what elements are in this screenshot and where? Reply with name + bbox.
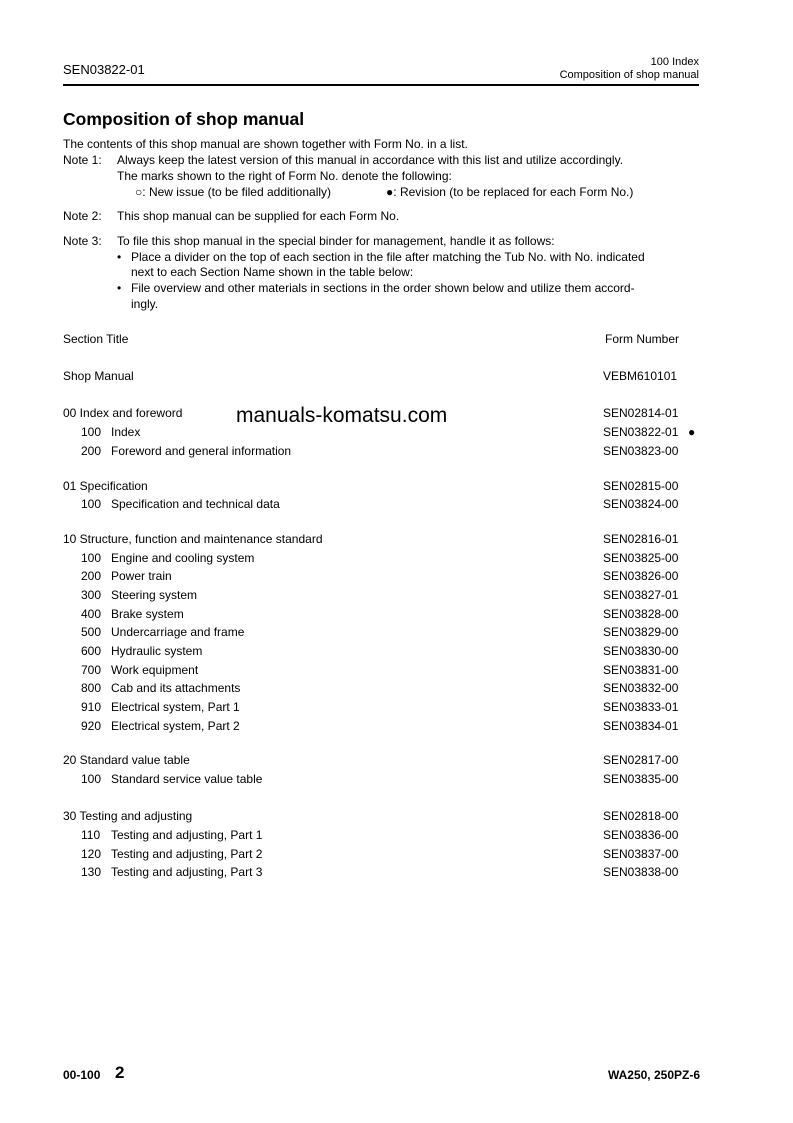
table-row (0, 753, 793, 771)
form-number: SEN03834-01 (603, 719, 679, 733)
section-title: Hydraulic system (111, 644, 203, 658)
section-number: 910 (81, 700, 102, 714)
section-number: 200 (81, 444, 102, 458)
footer-model: WA250, 250PZ-6 (607, 1068, 700, 1082)
form-number: SEN03829-00 (603, 625, 679, 639)
table-row (0, 444, 793, 462)
form-number: SEN02814-01 (603, 406, 679, 420)
table-row (0, 772, 793, 790)
form-number: SEN03830-00 (603, 644, 679, 658)
form-number: VEBM610101 (603, 369, 678, 383)
section-title: 10 Structure, function and maintenance standard (63, 532, 323, 546)
table-row (0, 625, 793, 643)
section-title: Standard service value table (111, 772, 263, 786)
form-number: SEN03826-00 (603, 569, 679, 583)
mark-legend-rev (386, 185, 633, 199)
mark-rev-text: Revision (to be replaced for each Form No.) (399, 185, 634, 199)
note2-label: Note 2: (63, 209, 102, 223)
section-title: 20 Standard value table (63, 753, 190, 767)
table-row (0, 497, 793, 515)
section-title: Cab and its attachments (111, 681, 241, 695)
note3-label: Note 3: (63, 234, 102, 248)
section-number: 100 (81, 497, 102, 511)
table-row (0, 700, 793, 718)
table-row (0, 681, 793, 699)
section-title: Steering system (111, 588, 198, 602)
table-row (0, 847, 793, 865)
section-title: Testing and adjusting, Part 1 (111, 828, 263, 842)
form-number: SEN02817-00 (603, 753, 679, 767)
form-number: SEN03837-00 (603, 847, 679, 861)
note1-label: Note 1: (63, 153, 102, 167)
table-row (0, 607, 793, 625)
table-row (0, 865, 793, 883)
table-row (0, 479, 793, 497)
section-number: 100 (81, 772, 102, 786)
page-title: Composition of shop manual (63, 109, 305, 129)
table-row (0, 663, 793, 681)
section-title: 30 Testing and adjusting (63, 809, 193, 823)
section-title: Index (111, 425, 141, 439)
revision-mark-icon: ● (688, 425, 696, 439)
intro-text: The contents of this shop manual are shown together with Form No. in a list. (63, 137, 468, 151)
note3-bullet1b: next to each Section Name shown in the table below: (131, 265, 414, 279)
section-number: 100 (81, 425, 102, 439)
section-number: 800 (81, 681, 102, 695)
form-number: SEN03832-00 (603, 681, 679, 695)
form-number: SEN02816-01 (603, 532, 679, 546)
section-title: Specification and technical data (111, 497, 280, 511)
section-number: 130 (81, 865, 102, 879)
mark-new-text: New issue (to be filed additionally) (148, 185, 332, 199)
note3-bullet1a: Place a divider on the top of each section in the file after matching the Tub No. with No. indicated (131, 250, 645, 264)
bullet-icon: • (117, 281, 122, 295)
footer-revision: 2 (115, 1063, 125, 1082)
section-title: Undercarriage and frame (111, 625, 245, 639)
header-title: Composition of shop manual (559, 69, 699, 81)
col-header-section: Section Title (63, 332, 129, 346)
note1-text: Always keep the latest version of this manual in accordance with this list and utilize accordingly. (117, 153, 624, 167)
note3-text: To file this shop manual in the special binder for management, handle it as follows: (117, 234, 555, 248)
section-number: 120 (81, 847, 102, 861)
form-number: SEN02818-00 (603, 809, 679, 823)
section-title: Foreword and general information (111, 444, 292, 458)
note1-text2: The marks shown to the right of Form No. denote the following: (117, 169, 452, 183)
header-rule (63, 84, 699, 86)
section-number: 200 (81, 569, 102, 583)
footer-page-ref: 00-100 (63, 1068, 101, 1082)
section-number: 400 (81, 607, 102, 621)
table-row (0, 369, 793, 387)
col-header-form: Form Number (605, 332, 680, 346)
filled-circle-icon: ●: (386, 185, 397, 199)
section-number: 500 (81, 625, 102, 639)
form-number: SEN03836-00 (603, 828, 679, 842)
note3-bullet2b: ingly. (131, 297, 159, 311)
section-title: 00 Index and foreword (63, 406, 183, 420)
table-row (0, 588, 793, 606)
section-number: 300 (81, 588, 102, 602)
open-circle-icon: ○: (135, 185, 146, 199)
form-number: SEN03827-01 (603, 588, 679, 602)
section-title: Engine and cooling system (111, 551, 255, 565)
form-number: SEN03823-00 (603, 444, 679, 458)
form-number: SEN03831-00 (603, 663, 679, 677)
header-section: 100 Index (650, 56, 699, 68)
section-title: Work equipment (111, 663, 199, 677)
form-number: SEN03835-00 (603, 772, 679, 786)
section-title: Shop Manual (63, 369, 134, 383)
section-title: Testing and adjusting, Part 2 (111, 847, 263, 861)
doc-number: SEN03822-01 (63, 62, 145, 77)
section-number: 920 (81, 719, 102, 733)
bullet-icon: • (117, 250, 122, 264)
section-number: 600 (81, 644, 102, 658)
note2-text: This shop manual can be supplied for each Form No. (117, 209, 400, 223)
table-row (0, 719, 793, 737)
form-number: SEN03838-00 (603, 865, 679, 879)
section-title: Brake system (111, 607, 184, 621)
section-title: Electrical system, Part 1 (111, 700, 240, 714)
table-row (0, 644, 793, 662)
table-row (0, 828, 793, 846)
section-title: 01 Specification (63, 479, 148, 493)
form-number: SEN03824-00 (603, 497, 679, 511)
section-number: 700 (81, 663, 102, 677)
section-title: Electrical system, Part 2 (111, 719, 240, 733)
section-title: Power train (111, 569, 172, 583)
form-number: SEN02815-00 (603, 479, 679, 493)
table-row (0, 532, 793, 550)
table-row (0, 809, 793, 827)
table-row (0, 569, 793, 587)
form-number: SEN03825-00 (603, 551, 679, 565)
form-number: SEN03822-01 (603, 425, 679, 439)
watermark: manuals-komatsu.com (236, 404, 448, 427)
note3-bullet2a: File overview and other materials in sections in the order shown below and utilize them accord- (131, 281, 635, 295)
section-title: Testing and adjusting, Part 3 (111, 865, 263, 879)
table-row (0, 551, 793, 569)
section-number: 100 (81, 551, 102, 565)
form-number: SEN03828-00 (603, 607, 679, 621)
form-number: SEN03833-01 (603, 700, 679, 714)
section-number: 110 (81, 828, 101, 842)
mark-legend-new (135, 185, 331, 199)
